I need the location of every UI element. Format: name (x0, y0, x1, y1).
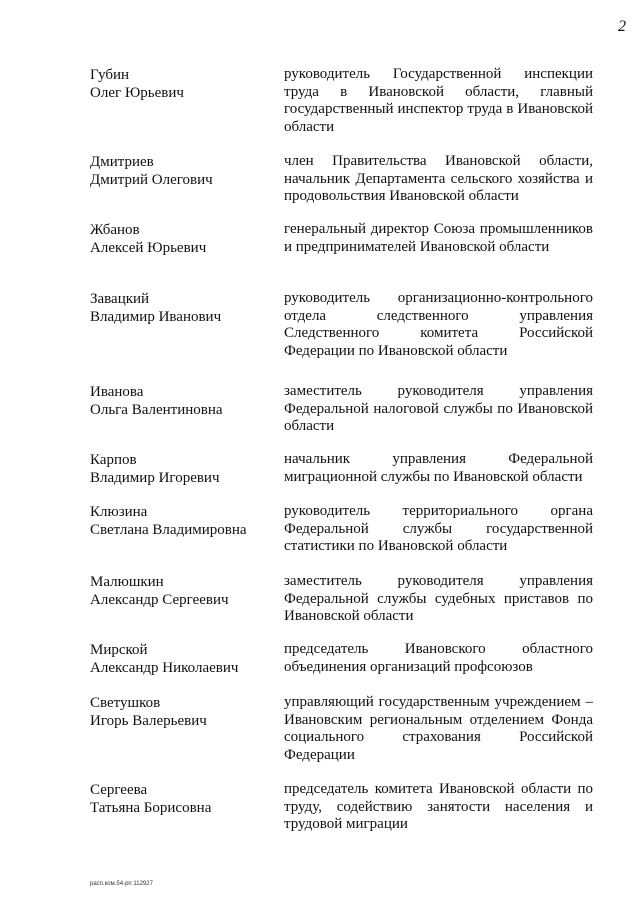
member-surname: Завацкий (90, 291, 150, 307)
member-given-names: Владимир Игоревич (90, 470, 220, 486)
document-reference: расп.ком.54-рп 112927 (90, 881, 153, 887)
member-position: заместитель руководителя управления Федеральной службы судебных приставов по Ивановской области (284, 573, 593, 624)
member-position: руководитель организационно-контрольного отдела следственного управления Следственного комитета Российской Федерации по Ивановской области (284, 290, 593, 359)
member-name (90, 503, 270, 539)
member-surname: Светушков (90, 695, 161, 711)
member-surname: Иванова (90, 384, 144, 400)
member-name (90, 573, 270, 609)
member-position: руководитель Государственной инспекции труда в Ивановской области, главный государственный инспектор труда в Ивановской области (284, 66, 593, 135)
member-given-names: Игорь Валерьевич (90, 713, 207, 729)
member-position: заместитель руководителя управления Федеральной налоговой службы по Ивановской области (284, 383, 593, 434)
member-position: председатель комитета Ивановской области по труду, содействию занятости населения и трудовой миграции (284, 781, 593, 832)
member-name (90, 451, 270, 487)
member-position: генеральный директор Союза промышленников и предпринимателей Ивановской области (284, 221, 593, 255)
member-surname: Сергеева (90, 782, 148, 798)
member-surname: Клюзина (90, 504, 148, 520)
member-given-names: Ольга Валентиновна (90, 402, 223, 418)
member-name (90, 641, 270, 677)
member-position: член Правительства Ивановской области, начальник Департамента сельского хозяйства и продовольствия Ивановской области (284, 153, 593, 204)
member-given-names: Олег Юрьевич (90, 85, 184, 101)
member-name (90, 781, 270, 817)
member-given-names: Дмитрий Олегович (90, 172, 213, 188)
member-name (90, 66, 270, 102)
member-given-names: Александр Николаевич (90, 660, 239, 676)
member-surname: Мирской (90, 642, 148, 658)
member-name (90, 694, 270, 730)
member-surname: Карпов (90, 452, 137, 468)
member-given-names: Светлана Владимировна (90, 522, 247, 538)
member-surname: Губин (90, 67, 130, 83)
page-number: 2 (618, 18, 626, 35)
member-position: начальник управления Федеральной миграционной службы по Ивановской области (284, 451, 593, 485)
member-surname: Дмитриев (90, 154, 154, 170)
member-name (90, 153, 270, 189)
member-given-names: Алексей Юрьевич (90, 240, 207, 256)
member-name (90, 221, 270, 257)
member-given-names: Владимир Иванович (90, 309, 222, 325)
member-position: управляющий государственным учреждением – Ивановским региональным отделением Фонда социального страхования Российской Федерации (284, 694, 593, 763)
member-position: руководитель территориального органа Федеральной службы государственной статистики по Ивановской области (284, 503, 593, 554)
member-given-names: Александр Сергеевич (90, 592, 229, 608)
member-given-names: Татьяна Борисовна (90, 800, 212, 816)
member-surname: Малюшкин (90, 574, 164, 590)
member-position: председатель Ивановского областного объединения организаций профсоюзов (284, 641, 593, 675)
member-name (90, 290, 270, 326)
member-surname: Жбанов (90, 222, 140, 238)
member-name (90, 383, 270, 419)
